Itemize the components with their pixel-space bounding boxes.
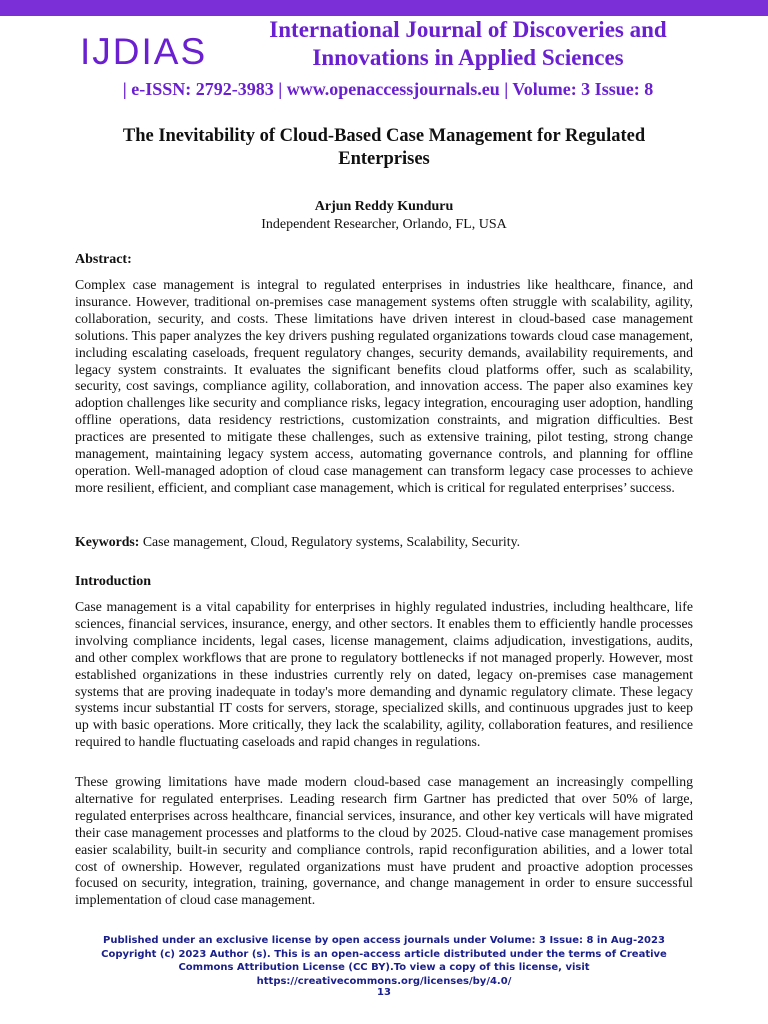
license-footer [80,934,688,988]
page-number: 13 [377,987,391,998]
keywords [75,534,693,550]
abstract-heading: Abstract: [75,252,132,267]
abstract-text: Complex case management is integral to regulated enterprises in industries like healthcare, finance, and insurance. However, traditional on-premises case management systems often struggle with scalability, agility, collaboration, security, and costs. These limitations have driven interest in cloud-based case management solutions. This paper analyzes the key drivers pushing regulated organizations towards cloud case management, including escalating caseloads, frequent regulatory changes, security demands, availability requirements, and legacy system constraints. It evaluates the significant benefits cloud platforms offer, such as scalability, security, cost savings, compliance agility, collaboration, and innovation access. The paper also examines key adoption challenges like security and compliance risks, legacy integration, encouraging user adoption, handling offline operations, data residency restrictions, customization constraints, and migration difficulties. Best practices are presented to mitigate these challenges, such as extensive training, pilot testing, strong change management, maintaining legacy system access, automating governance controls, and planning for offline operation. Well-managed adoption of cloud case management can transform legacy case processes to achieve more resilient, efficient, and compliant case management, which is critical for regulated enterprises’ success. [75,277,693,495]
footer-copyright-line: Copyright (c) 2023 Author (s). This is an open-access article distributed under the terms of Creative Commons Attribution License (CC BY).To view a copy of this license, visit https://creativecommons.org/licenses/by/4.0/ [101,948,667,987]
paper-title: The Inevitability of Cloud-Based Case Management for Regulated Enterprises [122,126,646,169]
keywords-text: Case management, Cloud, Regulatory systems, Scalability, Security. [142,534,521,549]
journal-logo: IJDIAS [80,31,208,72]
author-name: Arjun Reddy Kunduru [314,199,454,214]
author-affiliation: Independent Researcher, Orlando, FL, USA [261,217,507,232]
keywords-label: Keywords: [75,534,140,549]
top-accent-bar [0,0,768,16]
introduction-heading: Introduction [75,574,151,589]
introduction-paragraph-2: These growing limitations have made modern cloud-based case management an increasingly compelling alternative for regulated enterprises. Leading research firm Gartner has predicted that over 50% of large, regulated enterprises across healthcare, financial services, insurance, and other key verticals will have migrated their case management processes and platforms to the cloud by 2025. Cloud-native case management promises easier scalability, built-in security and compliance controls, rapid reconfiguration abilities, and a lower total cost of ownership. However, regulated organizations must have prudent and proactive adoption processes focused on security, integration, training, governance, and change management in order to ensure successful implementation of cloud case management. [75,774,693,908]
introduction-paragraph-1: Case management is a vital capability for enterprises in highly regulated industries, including healthcare, life sciences, financial services, insurance, energy, and other sectors. It enables them to efficiently handle processes involving compliance incidents, legal cases, license management, claims adjudication, investigations, audits, and other complex workflows that are prone to regulatory bottlenecks if not managed properly. However, most established organizations in these industries currently rely on dated, legacy on-premises case management systems that are proving inadequate in today's more demanding and dynamic regulatory climate. These legacy systems incur substantial IT costs for servers, storage, specialized skills, and continuous upgrades just to keep up with basic operations. More critically, they lack the scalability, agility, collaboration features, and resilience required to handle fluctuating caseloads and rapid changes in regulations. [75,599,693,750]
journal-title: International Journal of Discoveries and Innovations in Applied Sciences [269,17,667,70]
footer-published-line: Published under an exclusive license by open access journals under Volume: 3 Issue: 8 in Aug-2023 [103,935,665,946]
issn-line: | e-ISSN: 2792-3983 | www.openaccessjournals.eu | Volume: 3 Issue: 8 [122,79,654,99]
